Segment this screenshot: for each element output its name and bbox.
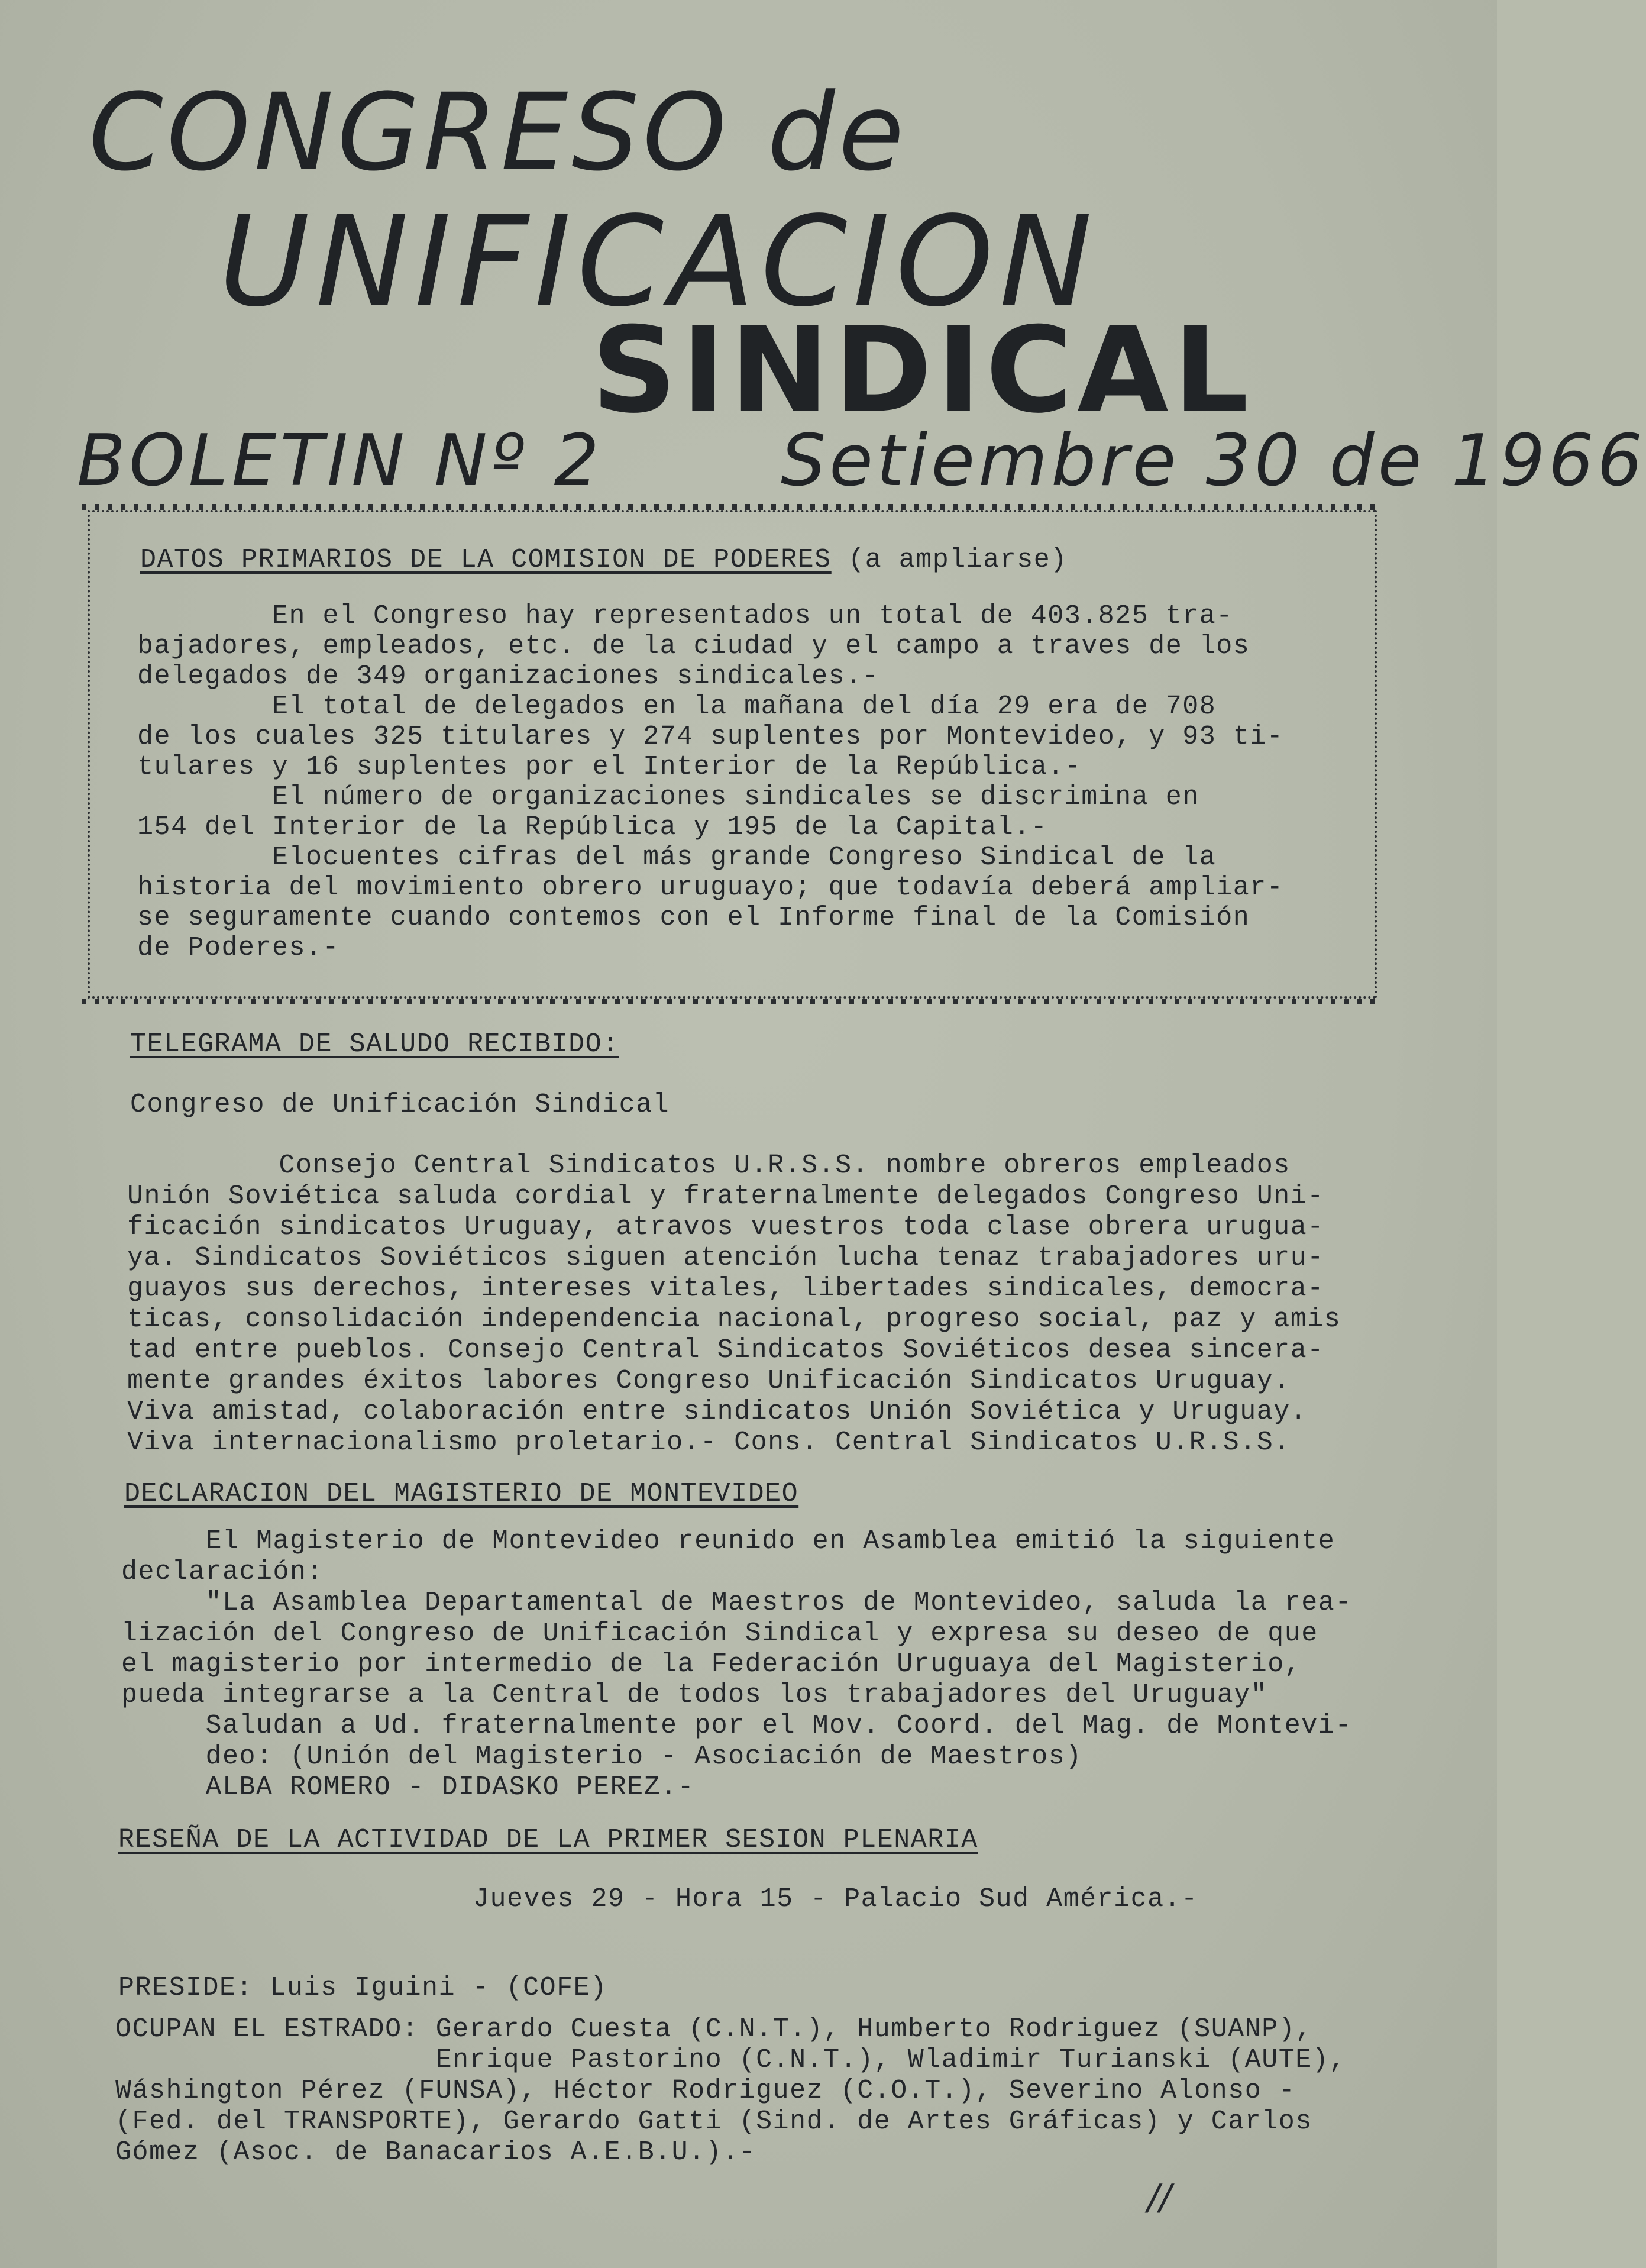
telegrama-line: Unión Soviética saluda cordial y fraternalmente delegados Congreso Uni-	[127, 1181, 1324, 1211]
telegrama-addressee: Congreso de Unificación Sindical	[130, 1090, 670, 1120]
telegrama-line: ticas, consolidación independencia nacional, progreso social, paz y amis	[127, 1304, 1341, 1335]
magisterio-line: ALBA ROMERO - DIDASKO PEREZ.-	[121, 1772, 695, 1802]
comision-line: bajadores, empleados, etc. de la ciudad y el campo a traves de los	[137, 631, 1250, 661]
masthead-line-1: CONGRESO de	[89, 71, 908, 195]
resena-line: Enrique Pastorino (C.N.T.), Wladimir Turianski (AUTE),	[115, 2045, 1346, 2075]
resena-line: OCUPAN EL ESTRADO: Gerardo Cuesta (C.N.T.), Humberto Rodriguez (SUANP),	[115, 2014, 1312, 2044]
comision-heading-note: (a ampliarse)	[831, 545, 1068, 575]
telegrama-line: Viva internacionalismo proletario.- Cons. Central Sindicatos U.R.S.S.	[127, 1427, 1291, 1458]
resena-line: Gómez (Asoc. de Banacarios A.E.B.U.).-	[115, 2137, 756, 2167]
comision-line: Elocuentes cifras del más grande Congreso Sindical de la	[137, 842, 1217, 873]
bulletin-number: BOLETIN Nº 2	[77, 420, 603, 502]
comision-line: tulares y 16 suplentes por el Interior de la República.-	[137, 752, 1082, 782]
telegrama-line: ya. Sindicatos Soviéticos siguen atención lucha tenaz trabajadores uru-	[127, 1243, 1324, 1273]
comision-line: El número de organizaciones sindicales se discrimina en	[137, 782, 1199, 812]
telegrama-line: Consejo Central Sindicatos U.R.S.S. nombre obreros empleados	[127, 1151, 1291, 1181]
comision-line: de los cuales 325 titulares y 274 suplentes por Montevideo, y 93 ti-	[137, 722, 1284, 752]
comision-line: se seguramente cuando contemos con el Informe final de la Comisión	[137, 903, 1250, 933]
comision-box	[88, 510, 1377, 999]
resena-heading: RESEÑA DE LA ACTIVIDAD DE LA PRIMER SESION PLENARIA	[118, 1825, 978, 1855]
telegrama-line: ficación sindicatos Uruguay, atravos vuestros toda clase obrera urugua-	[127, 1212, 1324, 1242]
telegrama-heading: TELEGRAMA DE SALUDO RECIBIDO:	[130, 1029, 619, 1059]
resena-preside: PRESIDE: Luis Iguini - (COFE)	[118, 1973, 607, 2003]
comision-heading: DATOS PRIMARIOS DE LA COMISION DE PODERES	[140, 545, 832, 575]
comision-line: de Poderes.-	[137, 933, 340, 963]
resena-subtitle: Jueves 29 - Hora 15 - Palacio Sud América.-	[473, 1884, 1198, 1914]
telegrama-line: Viva amistad, colaboración entre sindicatos Unión Soviética y Uruguay.	[127, 1397, 1308, 1427]
magisterio-line: El Magisterio de Montevideo reunido en Asamblea emitió la siguiente	[121, 1526, 1335, 1556]
masthead-line-2: UNIFICACION	[219, 189, 1098, 334]
magisterio-heading: DECLARACION DEL MAGISTERIO DE MONTEVIDEO	[124, 1479, 799, 1509]
comision-line: El total de delegados en la mañana del día 29 era de 708	[137, 692, 1217, 722]
magisterio-line: lización del Congreso de Unificación Sindical y expresa su deseo de que	[121, 1618, 1318, 1649]
bulletin-date: Setiembre 30 de 1966	[781, 420, 1646, 502]
masthead-line-3: SINDICAL	[591, 302, 1254, 440]
comision-heading-row	[140, 545, 1068, 575]
comision-line: En el Congreso hay representados un total de 403.825 tra-	[137, 601, 1233, 631]
magisterio-line: pueda integrarse a la Central de todos los trabajadores del Uruguay"	[121, 1680, 1268, 1710]
telegrama-line: guayos sus derechos, intereses vitales, libertades sindicales, democra-	[127, 1274, 1324, 1304]
telegrama-line: tad entre pueblos. Consejo Central Sindicatos Soviéticos desea sincera-	[127, 1335, 1324, 1365]
continuation-mark: //	[1147, 2177, 1172, 2218]
comision-line: delegados de 349 organizaciones sindicales.-	[137, 661, 879, 692]
magisterio-line: el magisterio por intermedio de la Federación Uruguaya del Magisterio,	[121, 1649, 1302, 1679]
comision-line: 154 del Interior de la República y 195 de la Capital.-	[137, 812, 1048, 842]
magisterio-line: deo: (Unión del Magisterio - Asociación de Maestros)	[121, 1742, 1082, 1772]
comision-line: historia del movimiento obrero uruguayo; que todavía deberá ampliar-	[137, 873, 1284, 903]
telegrama-line: mente grandes éxitos labores Congreso Unificación Sindicatos Uruguay.	[127, 1366, 1291, 1396]
magisterio-line: "La Asamblea Departamental de Maestros de Montevideo, saluda la rea-	[121, 1588, 1352, 1618]
magisterio-line: Saludan a Ud. fraternalmente por el Mov. Coord. del Mag. de Montevi-	[121, 1711, 1352, 1741]
resena-line: Wáshington Pérez (FUNSA), Héctor Rodriguez (C.O.T.), Severino Alonso -	[115, 2076, 1296, 2106]
resena-line: (Fed. del TRANSPORTE), Gerardo Gatti (Sind. de Artes Gráficas) y Carlos	[115, 2107, 1312, 2137]
magisterio-line: declaración:	[121, 1557, 324, 1587]
